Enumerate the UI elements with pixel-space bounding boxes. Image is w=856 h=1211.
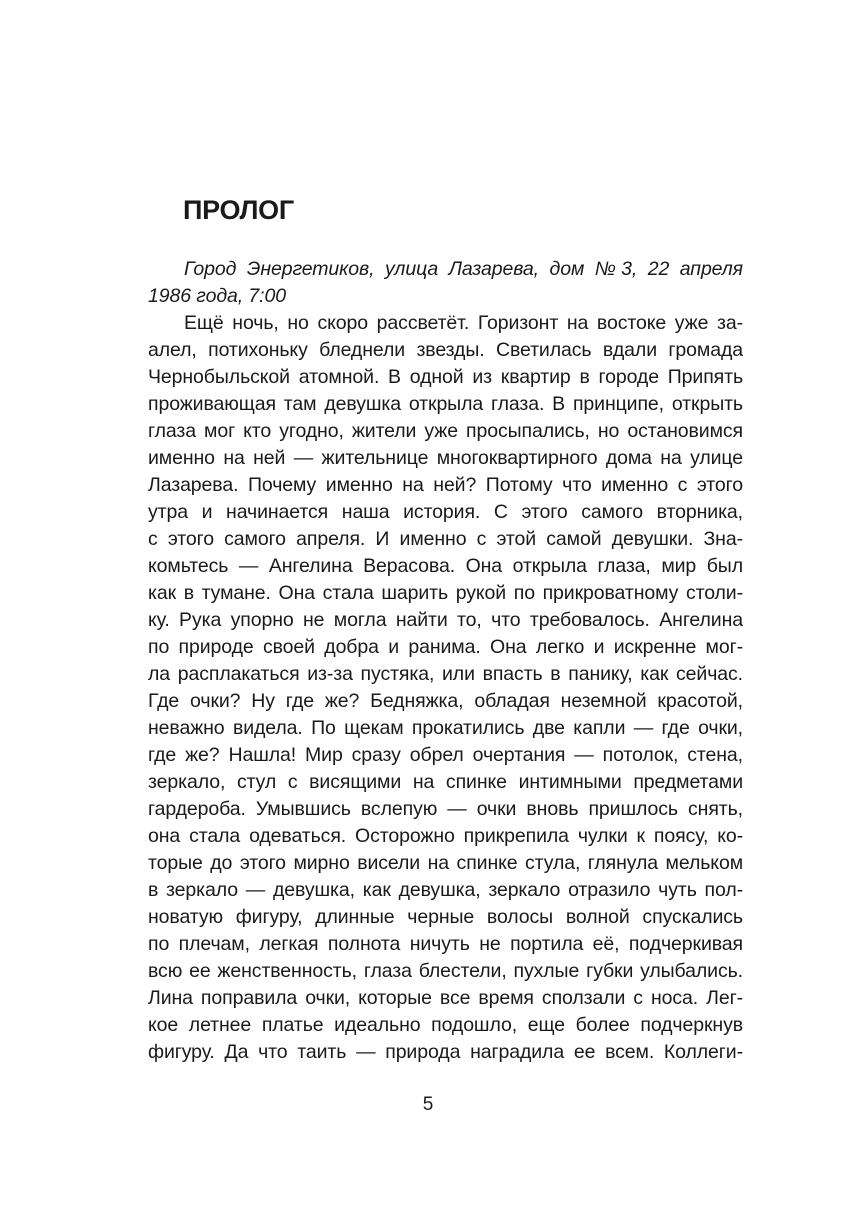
text-line: Ещё ночь, но скоро рассветёт. Горизонт на востоке уже за- [184,312,743,334]
text-line: она стала одеваться. Осторожно прикрепила чулки к поясу, ко- [148,825,743,847]
text-line: в зеркало — девушка, как девушка, зеркало отразило чуть пол- [148,879,743,901]
page-number: 5 [422,1094,434,1115]
text-line: новатую фигуру, длинные черные волосы волной спускались [148,906,743,928]
text-line: Чернобыльской атомной. В одной из квартир в городе Припять [148,366,743,388]
text-line: зеркало, стул с висящими на спинке интимными предметами [148,771,743,793]
text-line: кое летнее платье идеально подошло, еще более подчеркнув [148,1014,743,1036]
text-line: ла расплакаться из-за пустяка, или впасть в панику, как сейчас. [148,663,743,685]
text-line: всю ее женственность, глаза блестели, пухлые губки улыбались. [148,960,743,982]
text-line: ку. Рука упорно не могла найти то, что требовалось. Ангелина [148,609,743,631]
location-line: Город Энергетиков, улица Лазарева, дом №3, 22 апреля [184,258,743,280]
text-line: как в тумане. Она стала шарить рукой по прикроватному столи- [148,582,743,604]
text-line: глаза мог кто угодно, жители уже просыпались, но остановимся [148,420,743,442]
text-line: по природе своей добра и ранима. Она легко и искренне мог- [148,636,743,658]
text-line: утра и начинается наша история. С этого самого вторника, [148,501,743,523]
chapter-text [148,256,743,1066]
chapter-title: ПРОЛОГ [183,195,294,225]
text-line: Лазарева. Почему именно на ней? Потому что именно с этого [148,474,743,496]
text-line: по плечам, легкая полнота ничуть не портила её, подчеркивая [148,933,743,955]
text-line: с этого самого апреля. И именно с этой самой девушки. Зна- [148,528,743,550]
location-line: 1986 года, 7:00 [148,285,286,307]
text-line: неважно видела. По щекам прокатились две капли — где очки, [148,717,743,739]
text-line: алел, потихоньку бледнели звезды. Светилась вдали громада [148,339,743,361]
text-line: комьтесь — Ангелина Верасова. Она открыла глаза, мир был [148,555,743,577]
text-line: проживающая там девушка открыла глаза. В принципе, открыть [148,393,743,415]
text-line: торые до этого мирно висели на спинке стула, глянула мельком [148,852,743,874]
text-line: фигуру. Да что таить — природа наградила ее всем. Коллеги- [148,1041,743,1063]
text-line: именно на ней — жительнице многоквартирного дома на улице [148,447,743,469]
text-line: гардероба. Умывшись вслепую — очки вновь пришлось снять, [148,798,743,820]
text-line: где же? Нашла! Мир сразу обрел очертания — потолок, стена, [148,744,743,766]
text-line: Где очки? Ну где же? Бедняжка, обладая неземной красотой, [148,690,743,712]
text-line: Лина поправила очки, которые все время сползали с носа. Лег- [148,987,743,1009]
